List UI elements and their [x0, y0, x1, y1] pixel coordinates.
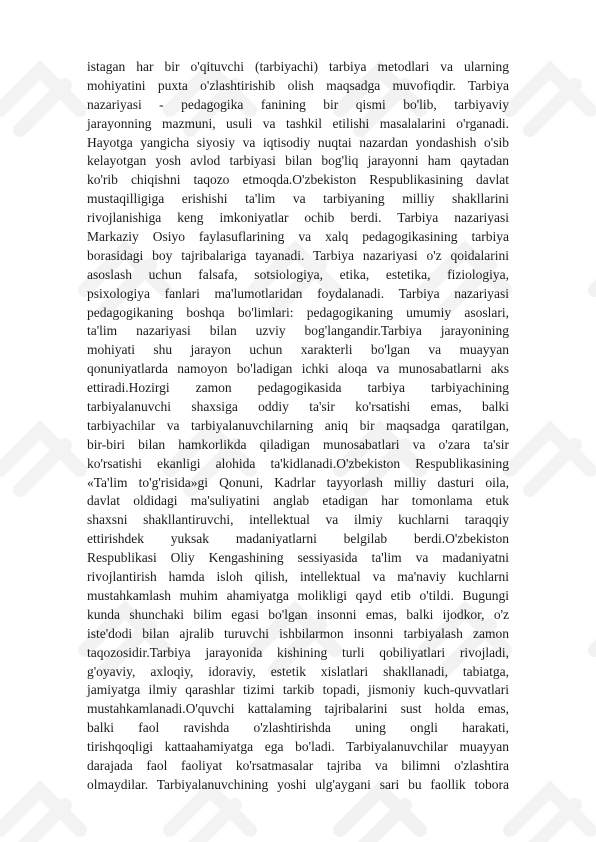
text-line-23: «Ta'lim to'g'risida»gi Qonuni, Kadrlar tayyorlash milliy dasturi oila,: [87, 474, 509, 490]
watermark-stroke: [170, 790, 250, 842]
document-body: [87, 58, 509, 795]
text-line-11: borasidagi boy tajribalariga tayanadi. Tarbiya nazariyasi o'z qoidalarini: [87, 247, 509, 263]
text-line-17: qonuniyatlarda namoyon bo'ladigan ichki aloqa va munosabatlarni aks: [87, 361, 509, 377]
text-line-15: ta'lim nazariyasi bilan uzviy bog'langandir.Tarbiya jarayonining: [87, 323, 509, 339]
text-line-32: taqozosidir.Tarbiya jarayonida kishining turli qobiliyatlari rivojladi,: [87, 644, 509, 660]
text-line-22: ko'rsatishi ekanligi alohida ta'kidlanadi.O'zbekiston Respublikasining: [87, 455, 509, 471]
text-line-13: psixologiya fanlari ma'lumotlaridan foydalanadi. Tarbiya nazariyasi: [87, 285, 509, 301]
text-line-2: mohiyatini puxta o'zlashtirishib olish maqsadga muvofiqdir. Tarbiya: [87, 77, 509, 93]
watermark-stroke: [510, 790, 590, 842]
text-line-1: istagan har bir o'qituvchi (tarbiyachi) tarbiya metodlari va ularning: [87, 59, 509, 74]
text-line-37: tirishqoqligi kattaahamiyatga ega bo'ladi. Tarbiyalanuvchilar muayyan: [87, 739, 509, 755]
watermark-stroke: [340, 790, 420, 842]
watermark-stroke: [0, 430, 80, 490]
text-line-9: rivojlanishiga keng imkoniyatlar ochib berdi. Tarbiya nazariyasi: [87, 210, 509, 226]
text-line-6: kelayotgan yosh avlod tarbiyasi bilan bog'liq jarayonni ham qaytadan: [87, 153, 509, 169]
text-line-18: ettiradi.Hozirgi zamon pedagogikasida tarbiya tarbiyachining: [87, 380, 509, 396]
text-line-14: pedagogikaning boshqa bo'limlari: pedagogikaning umumiy asoslari,: [87, 304, 509, 320]
watermark-stroke: [0, 790, 80, 842]
text-line-16: mohiyati shu jarayon uchun xarakterli bo'lgan va muayyan: [87, 342, 509, 358]
text-line-31: iste'dodi bilan ajralib turuvchi ishbilarmon insonni tarbiyalash zamon: [87, 625, 509, 641]
text-line-21: bir-biri bilan hamkorlikda qiladigan munosabatlari va o'zara ta'sir: [87, 436, 509, 452]
text-line-30: kunda shunchaki bilim egasi bo'lgan insonni emas, balki ijodkor, o'z: [87, 606, 509, 622]
text-line-39: olmaydilar. Tarbiyalanuvchining yoshi ulg'aygani sari bu faollik tobora: [87, 776, 509, 792]
text-line-35: mustahkamlanadi.O'quvchi kattalaming tajribalarini sust holda emas,: [87, 701, 509, 717]
watermark-stroke: [510, 430, 590, 490]
watermark-stroke: [510, 70, 590, 130]
text-line-28: rivojlantirish hamda isloh qilish, intellektual va ma'naviy kuchlarni: [87, 569, 509, 585]
text-line-26: ettirishdek yuksak madaniyatlarni belgilab berdi.O'zbekiston: [87, 531, 509, 547]
text-line-34: jamiyatga ilmiy qarashlar tizimi tarkib topadi, jismoniy kuch-quvvatlari: [87, 682, 509, 698]
text-line-29: mustahkamlash muhim ahamiyatga molikligi qayd etib o'tildi. Bugungi: [87, 587, 509, 603]
text-line-33: g'oyaviy, axloqiy, idoraviy, estetik xislatlari shakllanadi, tabiatga,: [87, 663, 509, 679]
watermark-stroke: [0, 70, 80, 130]
text-line-5: Hayotga yangicha siyosiy va iqtisodiy nuqtai nazardan yondashish o'sib: [87, 134, 509, 150]
text-line-4: jarayonning mazmuni, usuli va tashkil etilishi masalalarini o'rganadi.: [87, 115, 509, 131]
text-line-36: balki faol ravishda o'zlashtirishda uning ongli harakati,: [87, 720, 509, 736]
text-line-7: ko'rib chiqishni taqozo etmoqda.O'zbekiston Respublikasining davlat: [87, 172, 509, 188]
text-line-10: Markaziy Osiyo faylasuflarining va xalq pedagogikasining tarbiya: [87, 229, 509, 245]
text-line-3: nazariyasi - pedagogika fanining bir qismi bo'lib, tarbiyaviy: [87, 96, 509, 112]
text-line-8: mustaqilligiga erishishi ta'lim va tarbiyaning milliy shakllarini: [87, 191, 509, 207]
text-line-38: darajada faol faoliyat ko'rsatmasalar tajriba va bilimni o'zlashtira: [87, 757, 509, 773]
text-line-20: tarbiyachilar va tarbiyalanuvchilarning aniq bir maqsadga qaratilgan,: [87, 417, 509, 433]
text-line-25: shaxsni shakllantiruvchi, intellektual va ilmiy kuchlarni taraqqiy: [87, 512, 509, 528]
text-line-24: davlat oldidagi ma'suliyatini anglab etadigan har tomonlama etuk: [87, 493, 509, 509]
text-line-27: Respublikasi Oliy Kengashining sessiyasida ta'lim va madaniyatni: [87, 550, 509, 566]
text-line-19: tarbiyalanuvchi shaxsiga oddiy ta'sir ko'rsatishi emas, balki: [87, 399, 509, 415]
text-line-12: asoslash uchun falsafa, sotsiologiya, etika, estetika, fiziologiya,: [87, 266, 509, 282]
